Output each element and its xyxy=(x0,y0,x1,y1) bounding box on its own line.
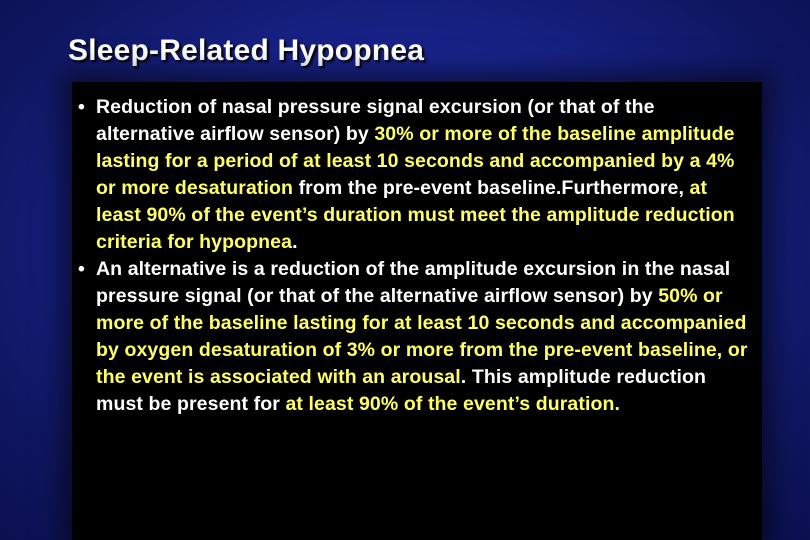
bullet-1-seg-4-highlight: at least 90% of the event’s duration must meet the amplitude reduction criteria for hypopnea xyxy=(96,177,735,253)
bullet-1-seg-1: Reduction of nasal pressure signal excursion (or that of the alternative airflow sensor) by xyxy=(96,96,655,145)
bullet-item-2 xyxy=(72,256,752,418)
bullet-2-seg-3: . This amplitude reduction must be present for xyxy=(96,366,707,415)
slide-title: Sleep-Related Hypopnea xyxy=(68,34,425,67)
bullet-2-seg-2-highlight: 50% or more of the baseline lasting for at least 10 seconds and accompanied by oxygen desaturation of 3% or more from the pre-event baseline, or the event is associated with an arousal xyxy=(96,285,748,388)
bullet-1-seg-2-highlight: 30% or more of the baseline amplitude lasting for a period of at least 10 seconds and accompanied by a 4% or more desaturation xyxy=(96,123,735,199)
bullet-2-seg-4-highlight: at least 90% of the event’s duration. xyxy=(285,393,621,415)
bullet-item-1 xyxy=(72,94,752,256)
bullet-2-seg-1: An alternative is a reduction of the amplitude excursion in the nasal pressure signal (or that of the alternative airflow sensor) by xyxy=(96,258,731,307)
bullet-marker: • xyxy=(78,96,85,118)
bullet-1-seg-5: . xyxy=(292,231,298,253)
bullet-1-seg-3: from the pre-event baseline.Furthermore, xyxy=(293,177,690,199)
bullet-list xyxy=(72,94,752,418)
bullet-marker: • xyxy=(78,258,85,280)
